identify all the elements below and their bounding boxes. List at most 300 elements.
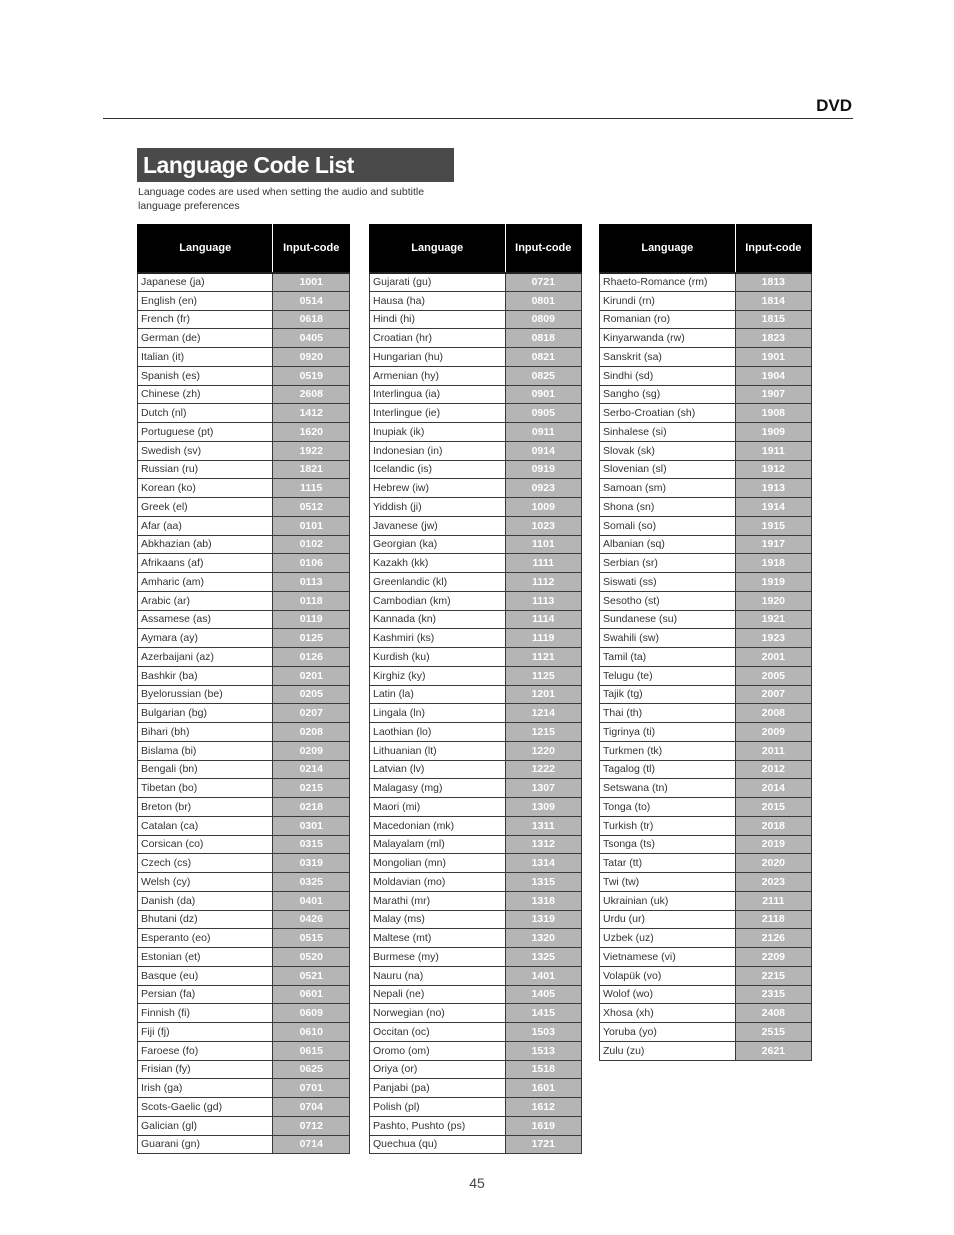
table-row [138,610,350,629]
table-row [370,1004,582,1023]
column-header-input-code: Input-code [273,225,350,273]
table-row [138,441,350,460]
input-code-cell: 1901 [735,348,811,367]
input-code-cell: 0118 [273,591,350,610]
input-code-cell: 1503 [505,1023,581,1042]
language-name-cell: Uzbek (uz) [600,929,736,948]
table-row [600,835,812,854]
table-row [138,573,350,592]
language-name-cell: Interlingua (ia) [370,385,506,404]
table-row [600,854,812,873]
language-name-cell: Amharic (am) [138,573,273,592]
table-row [600,554,812,573]
language-name-cell: Georgian (ka) [370,535,506,554]
language-name-cell: Tsonga (ts) [600,835,736,854]
language-name-cell: Hebrew (iw) [370,479,506,498]
input-code-cell: 1201 [505,685,581,704]
input-code-cell: 2012 [735,760,811,779]
input-code-cell: 0625 [273,1060,350,1079]
table-row [138,741,350,760]
language-name-cell: Zulu (zu) [600,1041,736,1060]
table-row [370,1098,582,1117]
table-row [138,423,350,442]
table-row [370,779,582,798]
language-name-cell: Tatar (tt) [600,854,736,873]
language-name-cell: Panjabi (pa) [370,1079,506,1098]
input-code-cell: 1113 [505,591,581,610]
language-name-cell: Maltese (mt) [370,929,506,948]
table-row [138,291,350,310]
input-code-cell: 0920 [273,348,350,367]
table-row [600,366,812,385]
table-row [370,816,582,835]
table-row [600,479,812,498]
input-code-cell: 0914 [505,441,581,460]
input-code-cell: 1307 [505,779,581,798]
table-row [370,366,582,385]
table-row [370,291,582,310]
table-row [600,310,812,329]
input-code-cell: 1319 [505,910,581,929]
language-name-cell: Urdu (ur) [600,910,736,929]
table-row [138,723,350,742]
input-code-cell: 1320 [505,929,581,948]
language-name-cell: Croatian (hr) [370,329,506,348]
language-name-cell: Abkhazian (ab) [138,535,273,554]
language-name-cell: Inupiak (ik) [370,423,506,442]
table-row [138,891,350,910]
language-name-cell: Tonga (to) [600,798,736,817]
table-row [370,629,582,648]
input-code-cell: 0712 [273,1116,350,1135]
language-name-cell: Japanese (ja) [138,273,273,292]
language-name-cell: Estonian (et) [138,948,273,967]
language-name-cell: Greek (el) [138,498,273,517]
table-row [370,591,582,610]
table-row [138,685,350,704]
input-code-cell: 2015 [735,798,811,817]
table-row [370,329,582,348]
input-code-cell: 0113 [273,573,350,592]
input-code-cell: 0825 [505,366,581,385]
table-row [370,648,582,667]
input-code-cell: 1907 [735,385,811,404]
input-code-cell: 2007 [735,685,811,704]
input-code-cell: 1112 [505,573,581,592]
table-row [370,310,582,329]
page-title: Language Code List [137,148,454,182]
language-name-cell: Kinyarwanda (rw) [600,329,736,348]
input-code-cell: 2209 [735,948,811,967]
column-header-language: Language [370,225,506,273]
language-name-cell: Portuguese (pt) [138,423,273,442]
table-row [370,573,582,592]
input-code-cell: 0519 [273,366,350,385]
input-code-cell: 2621 [735,1041,811,1060]
input-code-cell: 0801 [505,291,581,310]
input-code-cell: 1913 [735,479,811,498]
input-code-cell: 2111 [735,891,811,910]
language-name-cell: Bashkir (ba) [138,666,273,685]
language-name-cell: Finnish (fi) [138,1004,273,1023]
language-name-cell: Bihari (bh) [138,723,273,742]
table-row [138,873,350,892]
table-row [370,685,582,704]
language-name-cell: Byelorussian (be) [138,685,273,704]
input-code-cell: 0208 [273,723,350,742]
column-header-input-code: Input-code [735,225,811,273]
table-row [600,273,812,292]
language-name-cell: Kannada (kn) [370,610,506,629]
table-row [600,816,812,835]
language-name-cell: Yiddish (ji) [370,498,506,517]
table-row [370,760,582,779]
input-code-cell: 0610 [273,1023,350,1042]
table-row [138,310,350,329]
table-row [138,1116,350,1135]
table-row [138,329,350,348]
table-row [370,273,582,292]
input-code-cell: 2009 [735,723,811,742]
table-row [600,873,812,892]
input-code-cell: 1813 [735,273,811,292]
language-name-cell: Esperanto (eo) [138,929,273,948]
input-code-cell: 1401 [505,966,581,985]
input-code-cell: 0919 [505,460,581,479]
language-name-cell: Macedonian (mk) [370,816,506,835]
table-row [600,423,812,442]
table-row [370,516,582,535]
language-name-cell: Samoan (sm) [600,479,736,498]
input-code-cell: 0714 [273,1135,350,1154]
input-code-cell: 0615 [273,1041,350,1060]
page-subtitle: Language codes are used when setting the audio and subtitle language preferences [138,186,425,212]
language-name-cell: Gujarati (gu) [370,273,506,292]
table-row [138,516,350,535]
table-row [138,985,350,1004]
language-name-cell: Tigrinya (ti) [600,723,736,742]
table-row [138,404,350,423]
table-row [370,423,582,442]
input-code-cell: 2011 [735,741,811,760]
table-row [370,1041,582,1060]
language-name-cell: Volapük (vo) [600,966,736,985]
input-code-cell: 0301 [273,816,350,835]
table-row [600,704,812,723]
input-code-cell: 0515 [273,929,350,948]
input-code-cell: 1921 [735,610,811,629]
language-name-cell: Afrikaans (af) [138,554,273,573]
table-row [370,723,582,742]
language-name-cell: Yoruba (yo) [600,1023,736,1042]
table-row [600,591,812,610]
input-code-cell: 0207 [273,704,350,723]
language-name-cell: Armenian (hy) [370,366,506,385]
table-row [370,348,582,367]
input-code-cell: 2005 [735,666,811,685]
input-code-cell: 1325 [505,948,581,967]
language-name-cell: Polish (pl) [370,1098,506,1117]
language-name-cell: Somali (so) [600,516,736,535]
table-row [138,554,350,573]
language-name-cell: Slovenian (sl) [600,460,736,479]
table-row [600,1004,812,1023]
table-row [138,704,350,723]
table-row [138,760,350,779]
language-name-cell: Serbo-Croatian (sh) [600,404,736,423]
input-code-cell: 1214 [505,704,581,723]
language-code-table-1 [137,224,350,1154]
input-code-cell: 1920 [735,591,811,610]
input-code-cell: 0704 [273,1098,350,1117]
table-row [600,329,812,348]
table-row [138,1023,350,1042]
table-row [138,629,350,648]
language-name-cell: Romanian (ro) [600,310,736,329]
language-name-cell: Breton (br) [138,798,273,817]
table-row [600,385,812,404]
input-code-cell: 0520 [273,948,350,967]
language-name-cell: Javanese (jw) [370,516,506,535]
language-name-cell: Guarani (gn) [138,1135,273,1154]
input-code-cell: 0601 [273,985,350,1004]
language-name-cell: Corsican (co) [138,835,273,854]
input-code-cell: 1912 [735,460,811,479]
input-code-cell: 0201 [273,666,350,685]
language-name-cell: Kurdish (ku) [370,648,506,667]
language-name-cell: English (en) [138,291,273,310]
language-name-cell: Nepali (ne) [370,985,506,1004]
input-code-cell: 0821 [505,348,581,367]
table-row [600,910,812,929]
input-code-cell: 2008 [735,704,811,723]
table-row [370,798,582,817]
input-code-cell: 1619 [505,1116,581,1135]
input-code-cell: 2001 [735,648,811,667]
language-name-cell: Bhutani (dz) [138,910,273,929]
table-row [138,273,350,292]
table-row [600,610,812,629]
language-code-table-2 [369,224,582,1154]
input-code-cell: 1009 [505,498,581,517]
language-name-cell: Twi (tw) [600,873,736,892]
table-row [600,460,812,479]
language-name-cell: Latin (la) [370,685,506,704]
language-name-cell: Swedish (sv) [138,441,273,460]
input-code-cell: 0514 [273,291,350,310]
language-name-cell: Fiji (fj) [138,1023,273,1042]
input-code-cell: 0609 [273,1004,350,1023]
table-row [370,985,582,1004]
table-row [370,460,582,479]
page-number: 45 [469,1175,485,1191]
table-row [138,1135,350,1154]
table-row [138,535,350,554]
table-row [138,648,350,667]
table-row [370,554,582,573]
language-name-cell: Tagalog (tl) [600,760,736,779]
input-code-cell: 0618 [273,310,350,329]
language-name-cell: Slovak (sk) [600,441,736,460]
table-row [138,348,350,367]
language-name-cell: Sangho (sg) [600,385,736,404]
language-name-cell: Sesotho (st) [600,591,736,610]
header-divider [103,118,853,119]
table-row [600,441,812,460]
input-code-cell: 1914 [735,498,811,517]
language-name-cell: Thai (th) [600,704,736,723]
input-code-cell: 1312 [505,835,581,854]
input-code-cell: 0405 [273,329,350,348]
language-name-cell: Sundanese (su) [600,610,736,629]
column-header-language: Language [600,225,736,273]
input-code-cell: 0512 [273,498,350,517]
input-code-cell: 1919 [735,573,811,592]
input-code-cell: 0325 [273,873,350,892]
input-code-cell: 1721 [505,1135,581,1154]
language-name-cell: Catalan (ca) [138,816,273,835]
input-code-cell: 0818 [505,329,581,348]
language-name-cell: Shona (sn) [600,498,736,517]
input-code-cell: 1904 [735,366,811,385]
input-code-cell: 2408 [735,1004,811,1023]
input-code-cell: 0426 [273,910,350,929]
language-name-cell: Hungarian (hu) [370,348,506,367]
language-name-cell: Aymara (ay) [138,629,273,648]
table-row [600,685,812,704]
table-row [600,1023,812,1042]
input-code-cell: 2215 [735,966,811,985]
input-code-cell: 1222 [505,760,581,779]
input-code-cell: 0315 [273,835,350,854]
language-name-cell: Interlingue (ie) [370,404,506,423]
language-name-cell: Kazakh (kk) [370,554,506,573]
table-row [600,723,812,742]
language-name-cell: Mongolian (mn) [370,854,506,873]
language-name-cell: Turkmen (tk) [600,741,736,760]
input-code-cell: 0119 [273,610,350,629]
language-name-cell: Quechua (qu) [370,1135,506,1154]
table-row [600,948,812,967]
table-row [370,741,582,760]
language-name-cell: Danish (da) [138,891,273,910]
language-name-cell: Bislama (bi) [138,741,273,760]
table-row [370,966,582,985]
table-row [138,910,350,929]
language-name-cell: Kirghiz (ky) [370,666,506,685]
input-code-cell: 0911 [505,423,581,442]
language-name-cell: Laothian (lo) [370,723,506,742]
language-name-cell: Siswati (ss) [600,573,736,592]
language-name-cell: Azerbaijani (az) [138,648,273,667]
table-row [138,591,350,610]
input-code-cell: 2018 [735,816,811,835]
table-row [138,385,350,404]
language-name-cell: Swahili (sw) [600,629,736,648]
language-name-cell: Malayalam (ml) [370,835,506,854]
language-name-cell: Telugu (te) [600,666,736,685]
language-name-cell: Assamese (as) [138,610,273,629]
language-name-cell: Tamil (ta) [600,648,736,667]
input-code-cell: 1518 [505,1060,581,1079]
language-name-cell: Oriya (or) [370,1060,506,1079]
table-row [138,854,350,873]
table-row [600,741,812,760]
table-row [138,1098,350,1117]
table-row [138,666,350,685]
table-row [370,910,582,929]
section-label: DVD [816,96,852,115]
table-row [370,854,582,873]
input-code-cell: 1111 [505,554,581,573]
language-name-cell: Scots-Gaelic (gd) [138,1098,273,1117]
table-row [138,1079,350,1098]
table-row [138,366,350,385]
language-name-cell: Icelandic (is) [370,460,506,479]
input-code-cell: 1814 [735,291,811,310]
table-row [600,929,812,948]
input-code-cell: 2020 [735,854,811,873]
table-row [370,1079,582,1098]
language-name-cell: German (de) [138,329,273,348]
table-row [370,404,582,423]
input-code-cell: 2126 [735,929,811,948]
table-row [600,666,812,685]
input-code-cell: 0205 [273,685,350,704]
input-code-cell: 0319 [273,854,350,873]
input-code-cell: 0218 [273,798,350,817]
language-name-cell: Bengali (bn) [138,760,273,779]
table-row [138,460,350,479]
input-code-cell: 2118 [735,910,811,929]
language-name-cell: Hausa (ha) [370,291,506,310]
table-row [600,348,812,367]
table-row [600,760,812,779]
input-code-cell: 0923 [505,479,581,498]
language-name-cell: Sinhalese (si) [600,423,736,442]
language-name-cell: Setswana (tn) [600,779,736,798]
language-name-cell: Cambodian (km) [370,591,506,610]
input-code-cell: 1620 [273,423,350,442]
table-row [600,573,812,592]
language-name-cell: Korean (ko) [138,479,273,498]
input-code-cell: 1911 [735,441,811,460]
input-code-cell: 1612 [505,1098,581,1117]
input-code-cell: 0214 [273,760,350,779]
input-code-cell: 1311 [505,816,581,835]
table-row [138,1004,350,1023]
table-row [138,1060,350,1079]
table-row [138,479,350,498]
table-row [138,966,350,985]
table-row [600,648,812,667]
table-row [370,498,582,517]
language-name-cell: Indonesian (in) [370,441,506,460]
input-code-cell: 0401 [273,891,350,910]
input-code-cell: 1908 [735,404,811,423]
language-name-cell: Persian (fa) [138,985,273,1004]
table-row [600,798,812,817]
table-row [138,948,350,967]
table-row [600,516,812,535]
language-name-cell: Russian (ru) [138,460,273,479]
language-name-cell: Lingala (ln) [370,704,506,723]
language-name-cell: Turkish (tr) [600,816,736,835]
input-code-cell: 1922 [273,441,350,460]
input-code-cell: 0102 [273,535,350,554]
input-code-cell: 0125 [273,629,350,648]
input-code-cell: 1923 [735,629,811,648]
